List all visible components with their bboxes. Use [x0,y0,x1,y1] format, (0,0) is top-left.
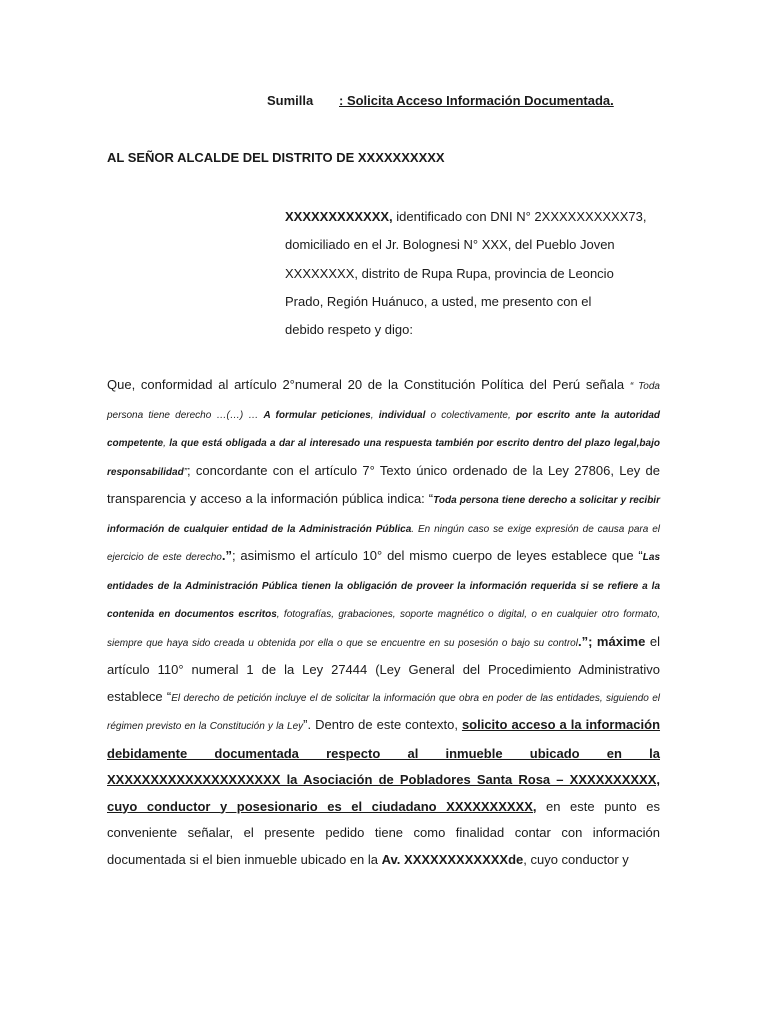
sumilla-label: Sumilla [267,93,314,108]
quote-close: .” [577,633,589,649]
constitution-quote-bold: individual [378,409,426,421]
sender-line-5: debido respeto y digo: [285,322,413,338]
constitution-quote-bold: por escrito ante la autoridad competente [107,409,661,449]
body-maxime: ; máxime [588,633,646,649]
law-27806-quote-text: . En ningún caso se exige expresión de causa para el ejercicio de este derecho [107,523,660,563]
constitution-quote-bold: la que está obligada a dar al interesado una respuesta también por escrito dentro del plazo legal,bajo responsabilidad [107,438,660,478]
article-110-quote: El derecho de petición incluye el de solicitar la información que obra en poder de las entidades, siguiendo el régimen previsto en la Constitución y la Ley [107,692,660,732]
addressee-heading: AL SEÑOR ALCALDE DEL DISTRITO DE XXXXXXXXXX [107,150,445,165]
sumilla-line [267,93,614,108]
sender-line-3: XXXXXXXX, distrito de Rupa Rupa, provincia de Leoncio [285,265,614,281]
sender-id-text: identificado con DNI N° 2XXXXXXXXXX73, [392,209,647,224]
quote-separator: , [163,438,170,449]
request-statement: solicito acceso a la información debidamente documentada respecto al inmueble ubicado en la XXXXXXXXXXXXXXXXXXXX la Asociación de Pobladores Santa Rosa – XXXXXXXXXX, cuyo conductor y posesionario es el ciudadano XXXXXXXXXX, [107,717,661,814]
sender-block [285,203,660,344]
body-article-110: el artículo 110° numeral 1 de la Ley 27444 (Ley General del Procedimiento Administrativo establece “ [107,633,661,704]
sender-line-4: Prado, Región Huánuco, a usted, me presento con el [285,293,592,309]
article-10-quote-bold: Las entidades de la Administración Pública tienen la obligación de proveer la información requerida si se refiere a la contenida en documentos escritos [107,552,661,620]
constitution-quote-text: o colectivamente, [425,409,516,421]
body-semicolon: ; concordante con el artículo 7° Texto único ordenado de la Ley 27806, Ley de transparencia y acceso a la información pública indica: “ [107,462,660,506]
sender-line-1 [285,203,660,231]
sender-name: XXXXXXXXXXXX, [285,209,393,224]
sender-line-2: domiciliado en el Jr. Bolognesi N° XXX, del Pueblo Joven [285,237,615,253]
property-address: Av. XXXXXXXXXXXXde [381,851,524,867]
law-27806-quote-bold: Toda persona tiene derecho a solicitar y recibir información de cualquier entidad de la Administración Pública [107,495,660,535]
constitution-quote-open: “ Toda persona tiene derecho …(…) … [107,381,660,421]
constitution-quote-bold: A formular peticiones [263,409,371,421]
body-purpose: en este punto es conveniente señalar, el presente pedido tiene como finalidad contar con información documentada si el bien inmueble ubicado en la [107,798,660,867]
quote-close: .” [221,548,232,563]
article-10-quote-text: , fotografías, grabaciones, soporte magnético o digital, o en cualquier otro formato, siempre que haya sido creada u obtenida por ella o que se encuentre en su posesión o bajo su control [107,609,660,649]
quote-close: ” [183,466,188,478]
body-article-10: ; asimismo el artículo 10° del mismo cuerpo de leyes establece que “ [231,548,643,563]
sumilla-subject: : Solicita Acceso Información Documentada. [339,93,614,108]
body-context: ”. Dentro de este contexto, [303,717,462,732]
body-intro: Que, conformidad al artículo 2°numeral 20 de la Constitución Política del Perú señala [107,377,630,392]
body-tail: , cuyo conductor y [523,851,629,867]
quote-separator: , [370,409,379,421]
body-paragraph [107,372,660,873]
